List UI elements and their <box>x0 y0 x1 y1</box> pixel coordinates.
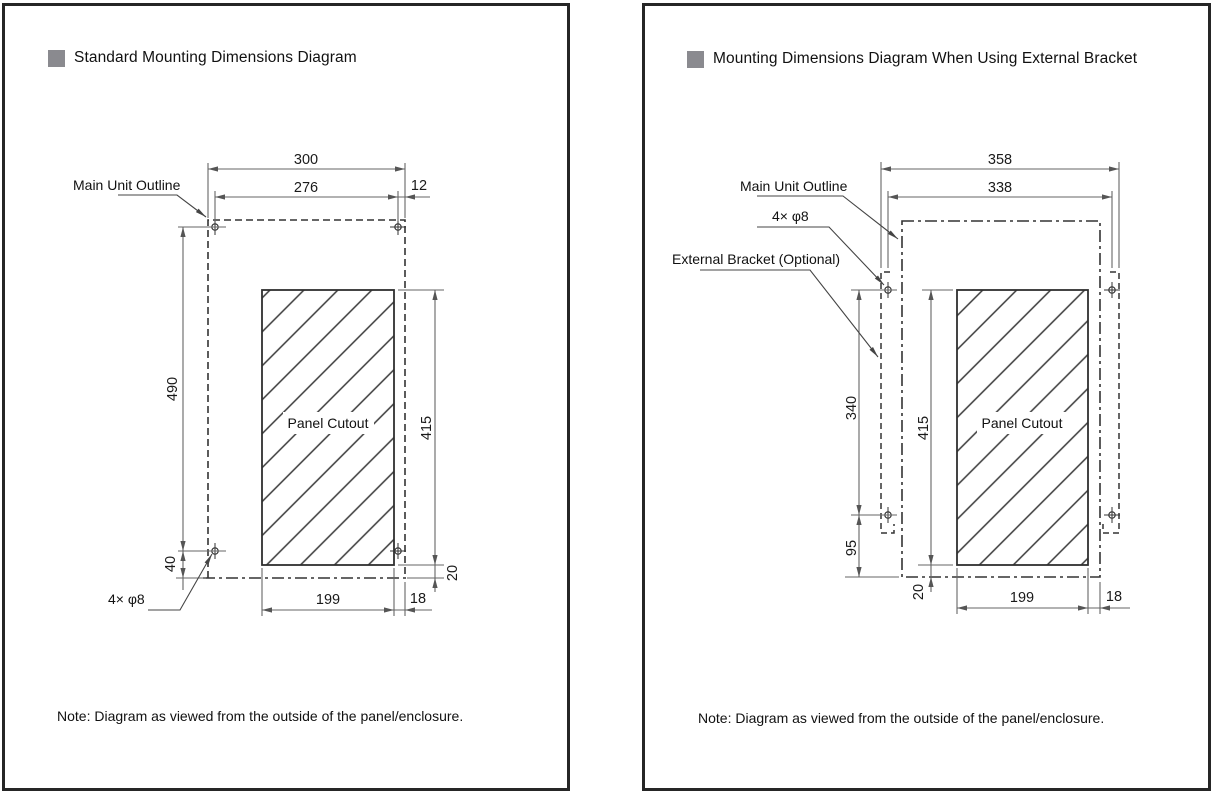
dim-hole-span-width-label: 338 <box>987 180 1013 196</box>
dim-hole-bottom-offset-label: 95 <box>844 539 860 557</box>
dim-hole-edge-offset-label: 12 <box>410 178 428 194</box>
main-unit-outline-label: Main Unit Outline <box>73 177 181 193</box>
panel-cutout-shape <box>957 290 1088 565</box>
panel-cutout-shape <box>262 290 394 565</box>
dim-cutout-bottom-offset-label: 20 <box>445 564 461 582</box>
leader-lines <box>73 177 212 610</box>
external-bracket-label: External Bracket (Optional) <box>672 251 841 267</box>
right-panel-note: Note: Diagram as viewed from the outside of the panel/enclosure. <box>698 710 1105 726</box>
panel-cutout-label: Panel Cutout <box>287 415 369 431</box>
external-bracket-mounting-diagram <box>672 152 1130 614</box>
dim-cutout-width-label: 199 <box>1009 590 1035 606</box>
dim-hole-span-height-label: 490 <box>165 376 181 402</box>
dim-cutout-height-label: 415 <box>916 415 932 441</box>
left-panel-title-text: Standard Mounting Dimensions Diagram <box>74 49 357 66</box>
right-panel-title-text: Mounting Dimensions Diagram When Using External Bracket <box>713 50 1138 67</box>
standard-mounting-diagram <box>73 152 461 616</box>
dim-hole-span-width-label: 276 <box>293 180 319 196</box>
mounting-holes-label: 4× φ8 <box>772 208 809 224</box>
dim-cutout-right-offset-label: 18 <box>409 591 427 607</box>
left-panel-note: Note: Diagram as viewed from the outside of the panel/enclosure. <box>57 708 464 724</box>
dim-cutout-width-label: 199 <box>315 592 341 608</box>
dim-cutout-height-label: 415 <box>419 415 435 441</box>
dim-overall-width-label: 300 <box>293 152 319 168</box>
main-unit-outline-label: Main Unit Outline <box>740 178 848 194</box>
panel-cutout-label: Panel Cutout <box>981 415 1063 431</box>
dim-cutout-right-offset-label: 18 <box>1105 589 1123 605</box>
dim-hole-span-height-label: 340 <box>844 395 860 421</box>
leader-lines <box>672 178 898 357</box>
dim-overall-width-label: 358 <box>987 152 1013 168</box>
dim-cutout-bottom-offset-label: 20 <box>911 583 927 601</box>
dim-hole-bottom-offset-label: 40 <box>163 555 179 573</box>
mounting-holes-label: 4× φ8 <box>108 591 145 607</box>
